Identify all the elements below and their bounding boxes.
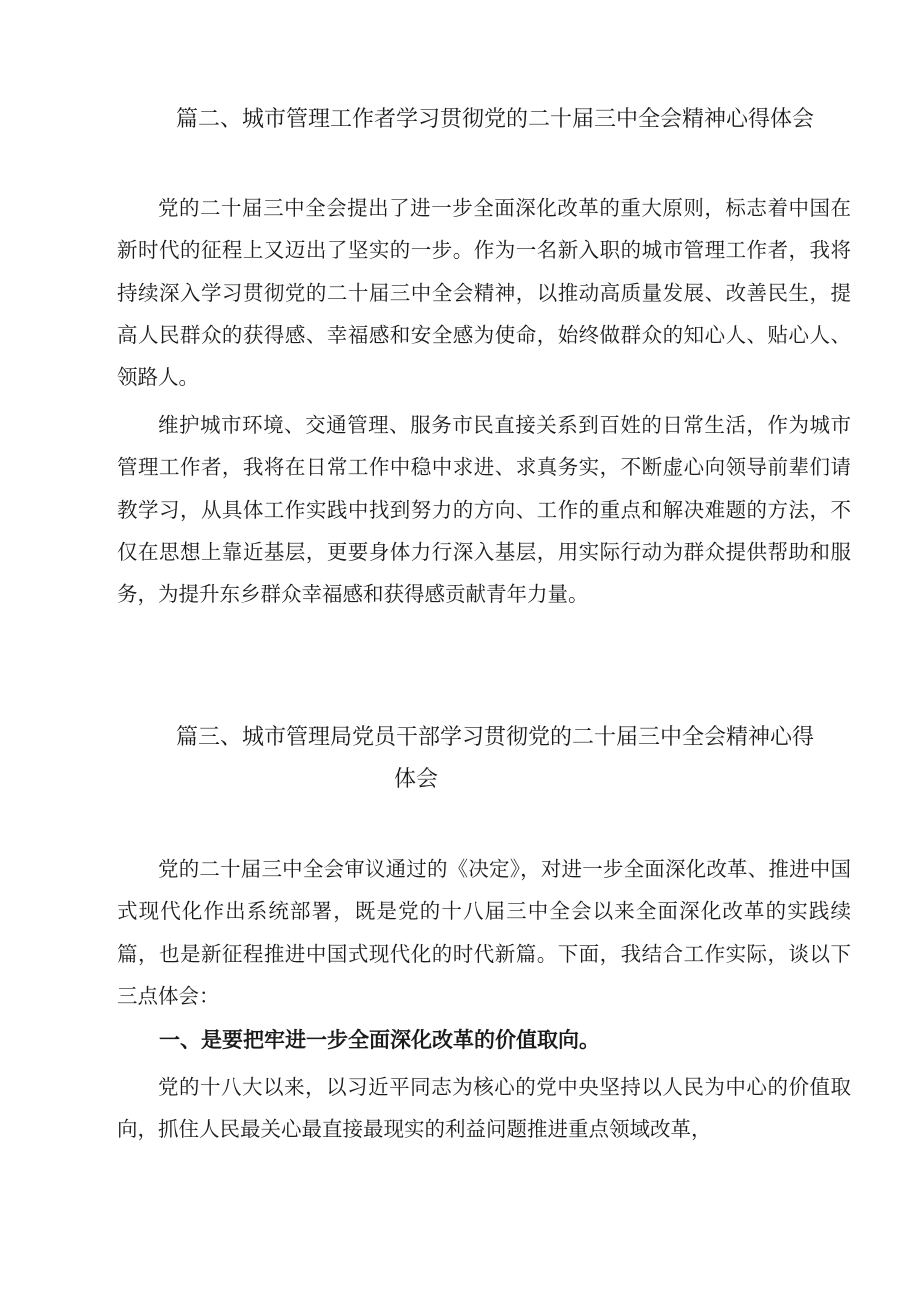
section-3-paragraph-2: 党的十八大以来，以习近平同志为核心的党中央坚持以人民为中心的价值取向，抓住人民最关心最直接最现实的利益问题推进重点领域改革， [117, 1075, 851, 1142]
section-2-title: 篇二、城市管理工作者学习贯彻党的二十届三中全会精神心得体会 [176, 107, 815, 132]
section-2-paragraph-1: 党的二十届三中全会提出了进一步全面深化改革的重大原则，标志着中国在新时代的征程上又迈出了坚实的一步。作为一名新入职的城市管理工作者，我将持续深入学习贯彻党的二十届三中全会精神，以推动高质量发展、改善民生，提高人民群众的获得感、幸福感和安全感为使命，始终做群众的知心人、贴心人、领路人。 [117, 196, 851, 390]
section-3-title-line-1: 篇三、城市管理局党员干部学习贯彻党的二十届三中全会精神心得 [176, 725, 815, 750]
section-3-paragraph-1: 党的二十届三中全会审议通过的《决定》，对进一步全面深化改革、推进中国式现代化作出系统部署，既是党的十八届三中全会以来全面深化改革的实践续篇，也是新征程推进中国式现代化的时代新篇。下面，我结合工作实际，谈以下三点体会： [117, 857, 851, 1008]
section-3-subheading-1: 一、是要把牢进一步全面深化改革的价值取向。 [159, 1028, 600, 1052]
section-2-paragraph-2: 维护城市环境、交通管理、服务市民直接关系到百姓的日常生活，作为城市管理工作者，我将在日常工作中稳中求进、求真务实，不断虚心向领导前辈们请教学习，从具体工作实践中找到努力的方向、工作的重点和解决难题的方法，不仅在思想上靠近基层，更要身体力行深入基层，用实际行动为群众提供帮助和服务，为提升东乡群众幸福感和获得感贡献青年力量。 [117, 413, 851, 607]
section-3-title-line-2: 体会 [394, 767, 439, 792]
